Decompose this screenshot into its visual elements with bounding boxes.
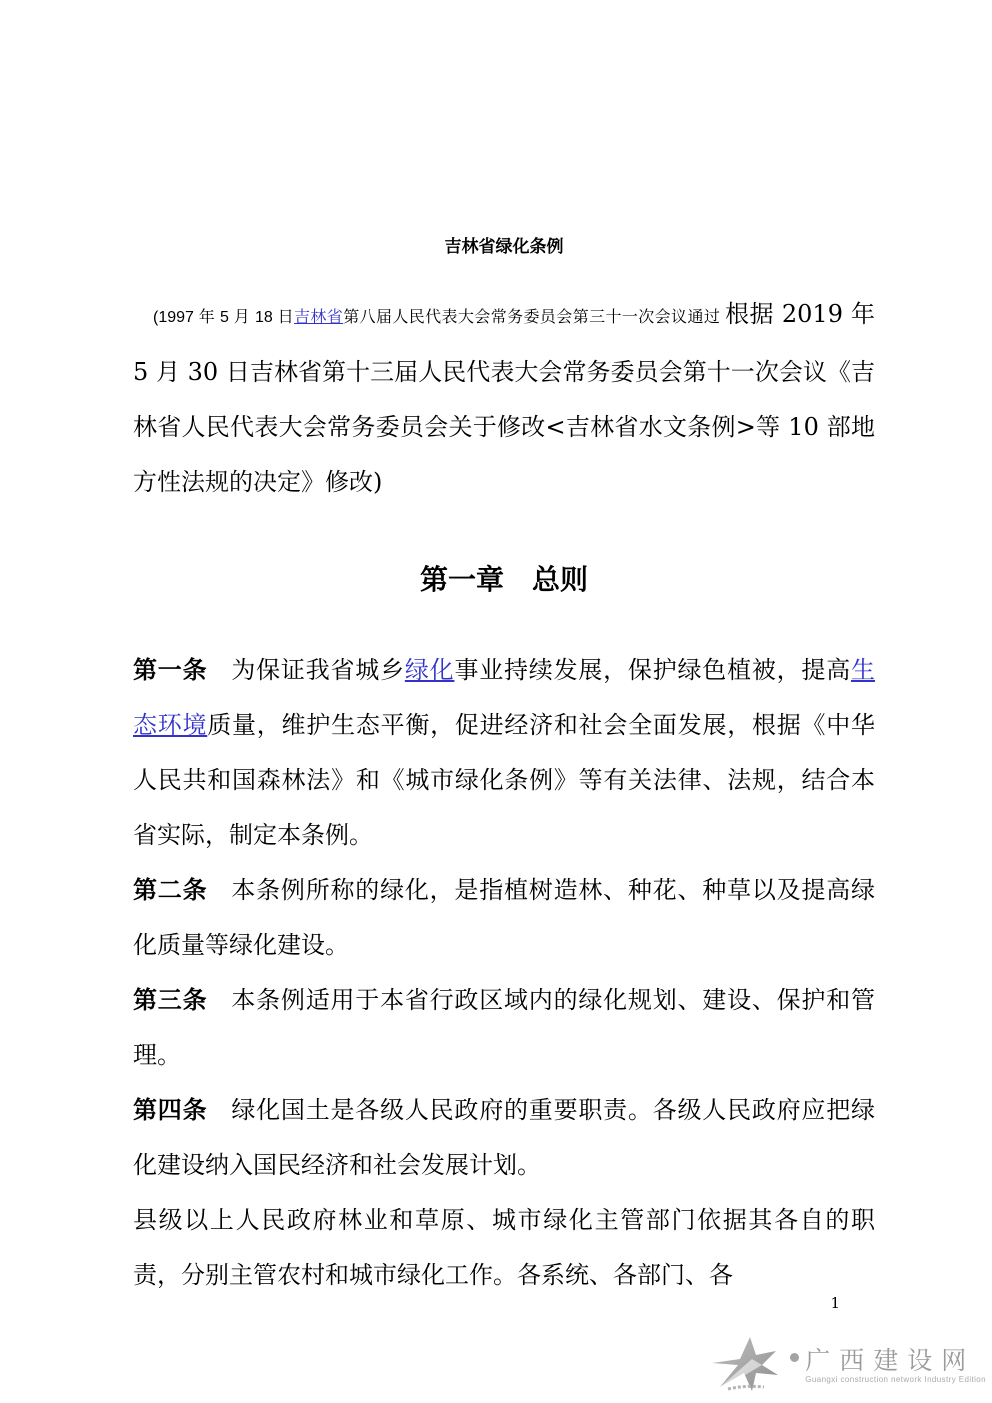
article-2-number: 第二条 [133,877,208,904]
preamble-amendment-text: 根据 2019 年 5 月 30 日吉林省第十三届人民代表大会常务委员会第十一次会议《吉林省人民代表大会常务委员会关于修改<吉林省水文条例>等 10 部地方性法规的决定》修改) [133,300,875,496]
article-2-text: 本条例所称的绿化，是指植树造林、种花、种草以及提高绿化质量等绿化建设。 [133,876,876,959]
article-3-number: 第三条 [133,987,208,1014]
preamble-paragraph [133,287,875,510]
watermark-tagline: Guangxi construction network Industry Edition [805,1375,986,1384]
article-2-paragraph [133,863,875,973]
link-ecological-environment[interactable]: 生态环境 [133,656,876,739]
article-4-text: 绿化国土是各级人民政府的重要职责。各级人民政府应把绿化建设纳入国民经济和社会发展计划。 [133,1096,876,1179]
preamble-passed-text: 第八届人民代表大会常务委员会第三十一次会议通过 [343,309,726,326]
site-watermark [706,1335,986,1397]
star-logo-icon [706,1335,788,1397]
article-3-text: 本条例适用于本省行政区域内的绿化规划、建设、保护和管理。 [133,986,876,1069]
link-jilin-province[interactable]: 吉林省 [294,309,344,326]
link-greening[interactable]: 绿化 [404,656,455,684]
chapter-1-heading: 第一章 总则 [419,564,588,595]
logo-text-block [805,1347,986,1385]
article-3-paragraph [133,973,875,1083]
article-1-paragraph [133,643,875,863]
document-title: 吉林省绿化条例 [444,237,564,256]
article-1-seg2: 事业持续发展，保护绿色植被，提高 [454,656,852,684]
article-4-paragraph-2 [133,1193,875,1303]
logo-dot-icon [790,1353,799,1362]
article-1-number: 第一条 [133,657,208,684]
watermark-site-name: 广西建设网 [805,1346,976,1375]
article-1-seg1: 为保证我省城乡 [231,656,405,684]
article-4-number: 第四条 [133,1097,208,1124]
page-number: 1 [830,1294,840,1312]
document-body [133,643,875,1303]
article-1-seg3: 质量，维护生态平衡，促进经济和社会全面发展，根据《中华人民共和国森林法》和《城市绿化条例》等有关法律、法规，结合本省实际，制定本条例。 [133,711,876,849]
preamble-prefix: (1997 年 5 月 18 日 [153,309,294,326]
article-4-para2-text: 县级以上人民政府林业和草原、城市绿化主管部门依据其各自的职责，分别主管农村和城市绿化工作。各系统、各部门、各 [133,1206,875,1289]
article-4-paragraph [133,1083,875,1193]
